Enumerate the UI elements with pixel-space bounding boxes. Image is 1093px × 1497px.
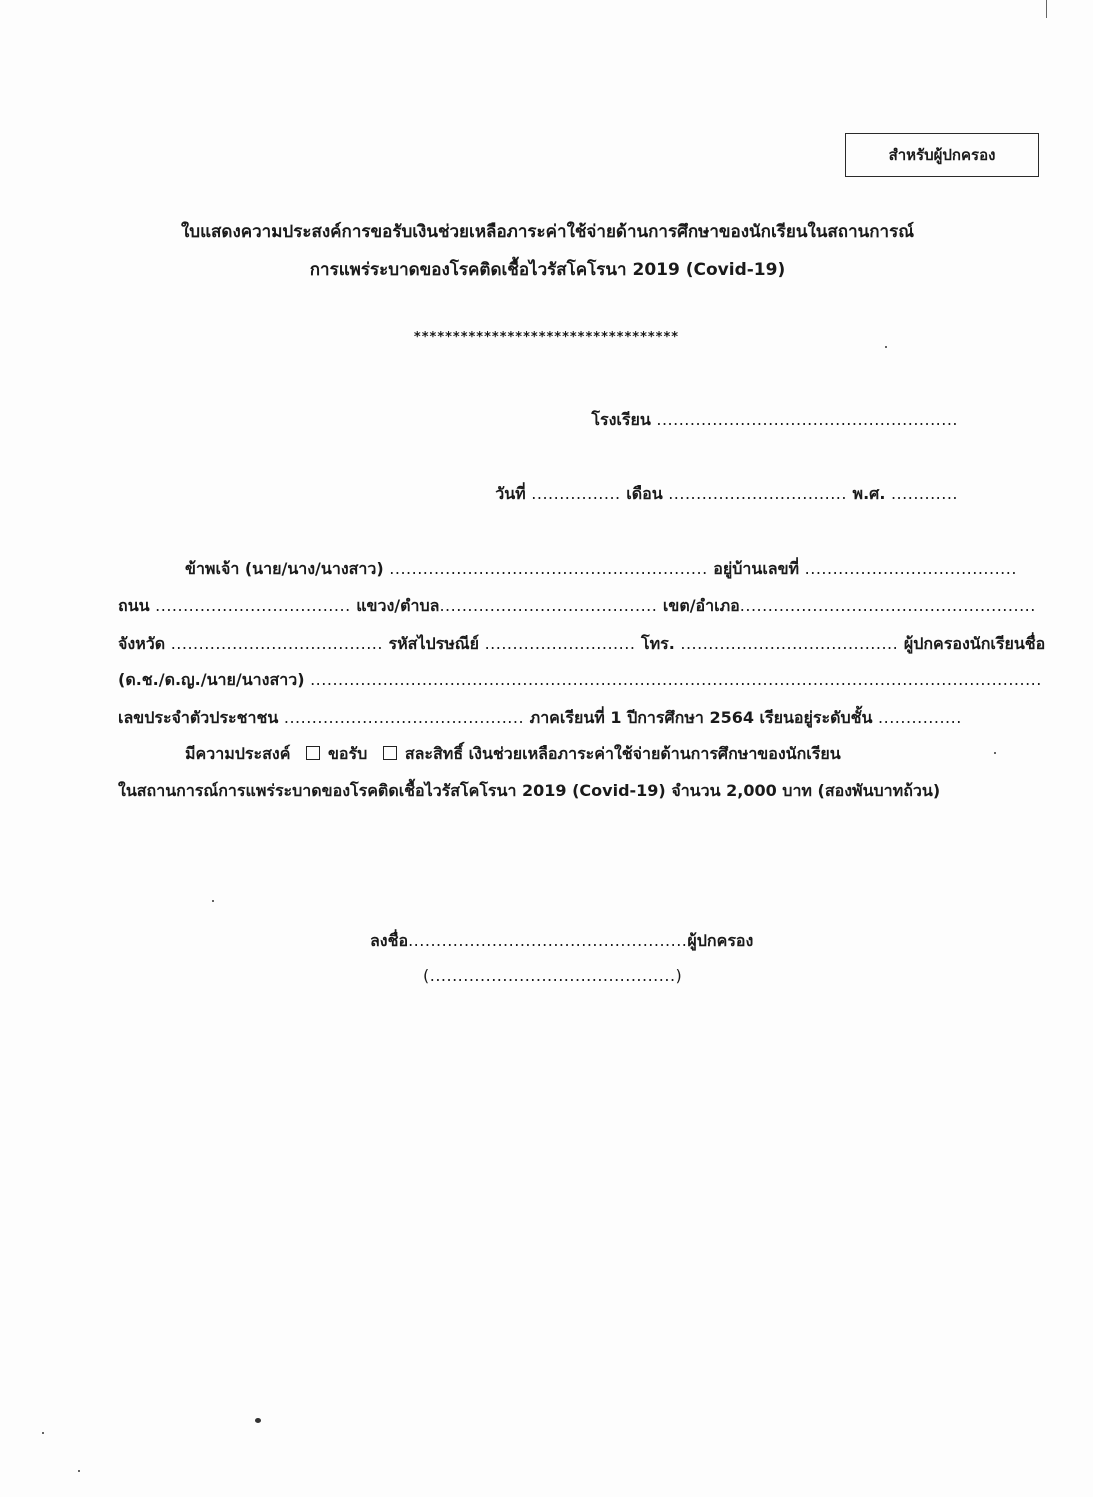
name-field[interactable]: ......................................................... bbox=[389, 559, 708, 578]
phone-field[interactable]: ....................................... bbox=[680, 634, 899, 653]
month-label: เดือน bbox=[626, 484, 663, 503]
sign-label: ลงชื่อ bbox=[370, 931, 409, 950]
situation-line: ในสถานการณ์การแพร่ระบาดของโรคติดเชื้อไวรัสโคโรนา 2019 (Covid-19) จำนวน 2,000 บาท (สองพันบาทถ้วน) bbox=[118, 781, 941, 800]
day-field[interactable]: ................ bbox=[531, 484, 621, 503]
guardian-badge: สำหรับผู้ปกครอง bbox=[845, 133, 1039, 177]
scan-speck bbox=[42, 1432, 44, 1434]
grade-field[interactable]: ............... bbox=[878, 708, 962, 727]
scan-speck bbox=[78, 1470, 80, 1472]
day-label: วันที่ bbox=[495, 484, 526, 503]
student-line bbox=[118, 668, 1042, 693]
printed-name-field[interactable]: (............................................) bbox=[423, 966, 683, 985]
waive-checkbox[interactable] bbox=[383, 746, 397, 760]
page-edge-mark bbox=[1046, 0, 1047, 18]
province-label: จังหวัด bbox=[118, 634, 166, 653]
receive-checkbox[interactable] bbox=[306, 746, 320, 760]
applicant-line bbox=[185, 557, 1017, 582]
term-text: ภาคเรียนที่ 1 ปีการศึกษา 2564 เรียนอยู่ระดับชั้น bbox=[529, 708, 873, 727]
signature-role: ผู้ปกครอง bbox=[687, 931, 754, 950]
school-line bbox=[591, 408, 958, 433]
id-line bbox=[118, 706, 962, 731]
year-field[interactable]: ............ bbox=[890, 484, 958, 503]
road-label: ถนน bbox=[118, 596, 150, 615]
separator: ********************************** bbox=[413, 330, 680, 345]
house-label: อยู่บ้านเลขที่ bbox=[713, 559, 800, 578]
province-line bbox=[118, 632, 1045, 657]
id-field[interactable]: ........................................... bbox=[283, 708, 525, 727]
subdistrict-label: แขวง/ตำบล bbox=[356, 596, 440, 615]
student-field[interactable]: ................................................................................................................................... bbox=[310, 670, 1042, 689]
scan-speck bbox=[255, 1418, 261, 1423]
form-title-line-2: การแพร่ระบาดของโรคติดเชื้อไวรัสโคโรนา 2019 (Covid-19) bbox=[309, 260, 786, 280]
road-field[interactable]: ................................... bbox=[155, 596, 351, 615]
student-label: (ด.ช./ด.ญ./นาย/นางสาว) bbox=[118, 670, 305, 689]
month-field[interactable]: ................................ bbox=[668, 484, 847, 503]
school-label: โรงเรียน bbox=[591, 410, 651, 429]
subdistrict-field[interactable]: ....................................... bbox=[439, 596, 658, 615]
scan-speck bbox=[885, 346, 887, 348]
postal-field[interactable]: ........................... bbox=[484, 634, 636, 653]
school-field[interactable]: ...................................................... bbox=[656, 410, 958, 429]
district-label: เขต/อำเภอ bbox=[662, 596, 740, 615]
receive-label: ขอรับ bbox=[327, 744, 368, 763]
district-field[interactable]: ..................................................... bbox=[739, 596, 1036, 615]
signature-line bbox=[370, 929, 753, 954]
address-line bbox=[118, 594, 1036, 619]
intent-label: มีความประสงค์ bbox=[185, 744, 291, 763]
scan-speck bbox=[994, 752, 996, 754]
scan-speck bbox=[212, 900, 214, 902]
waive-label: สละสิทธิ์ bbox=[404, 744, 464, 763]
printed-name-line bbox=[423, 966, 682, 985]
guardian-label: ผู้ปกครองนักเรียนชื่อ bbox=[903, 634, 1046, 653]
date-line bbox=[495, 482, 958, 507]
phone-label: โทร. bbox=[640, 634, 675, 653]
year-label: พ.ศ. bbox=[852, 484, 886, 503]
intent-text: เงินช่วยเหลือภาระค่าใช้จ่ายด้านการศึกษาของนักเรียน bbox=[468, 744, 841, 763]
province-field[interactable]: ...................................... bbox=[170, 634, 383, 653]
id-label: เลขประจำตัวประชาชน bbox=[118, 708, 279, 727]
signature-field[interactable]: .................................................. bbox=[408, 931, 688, 950]
intent-line bbox=[185, 742, 841, 767]
form-title-line-1: ใบแสดงความประสงค์การขอรับเงินช่วยเหลือภาระค่าใช้จ่ายด้านการศึกษาของนักเรียนในสถานการณ์ bbox=[180, 222, 914, 242]
name-label: ข้าพเจ้า (นาย/นาง/นางสาว) bbox=[185, 559, 384, 578]
house-field[interactable]: ...................................... bbox=[804, 559, 1017, 578]
postal-label: รหัสไปรษณีย์ bbox=[388, 634, 479, 653]
